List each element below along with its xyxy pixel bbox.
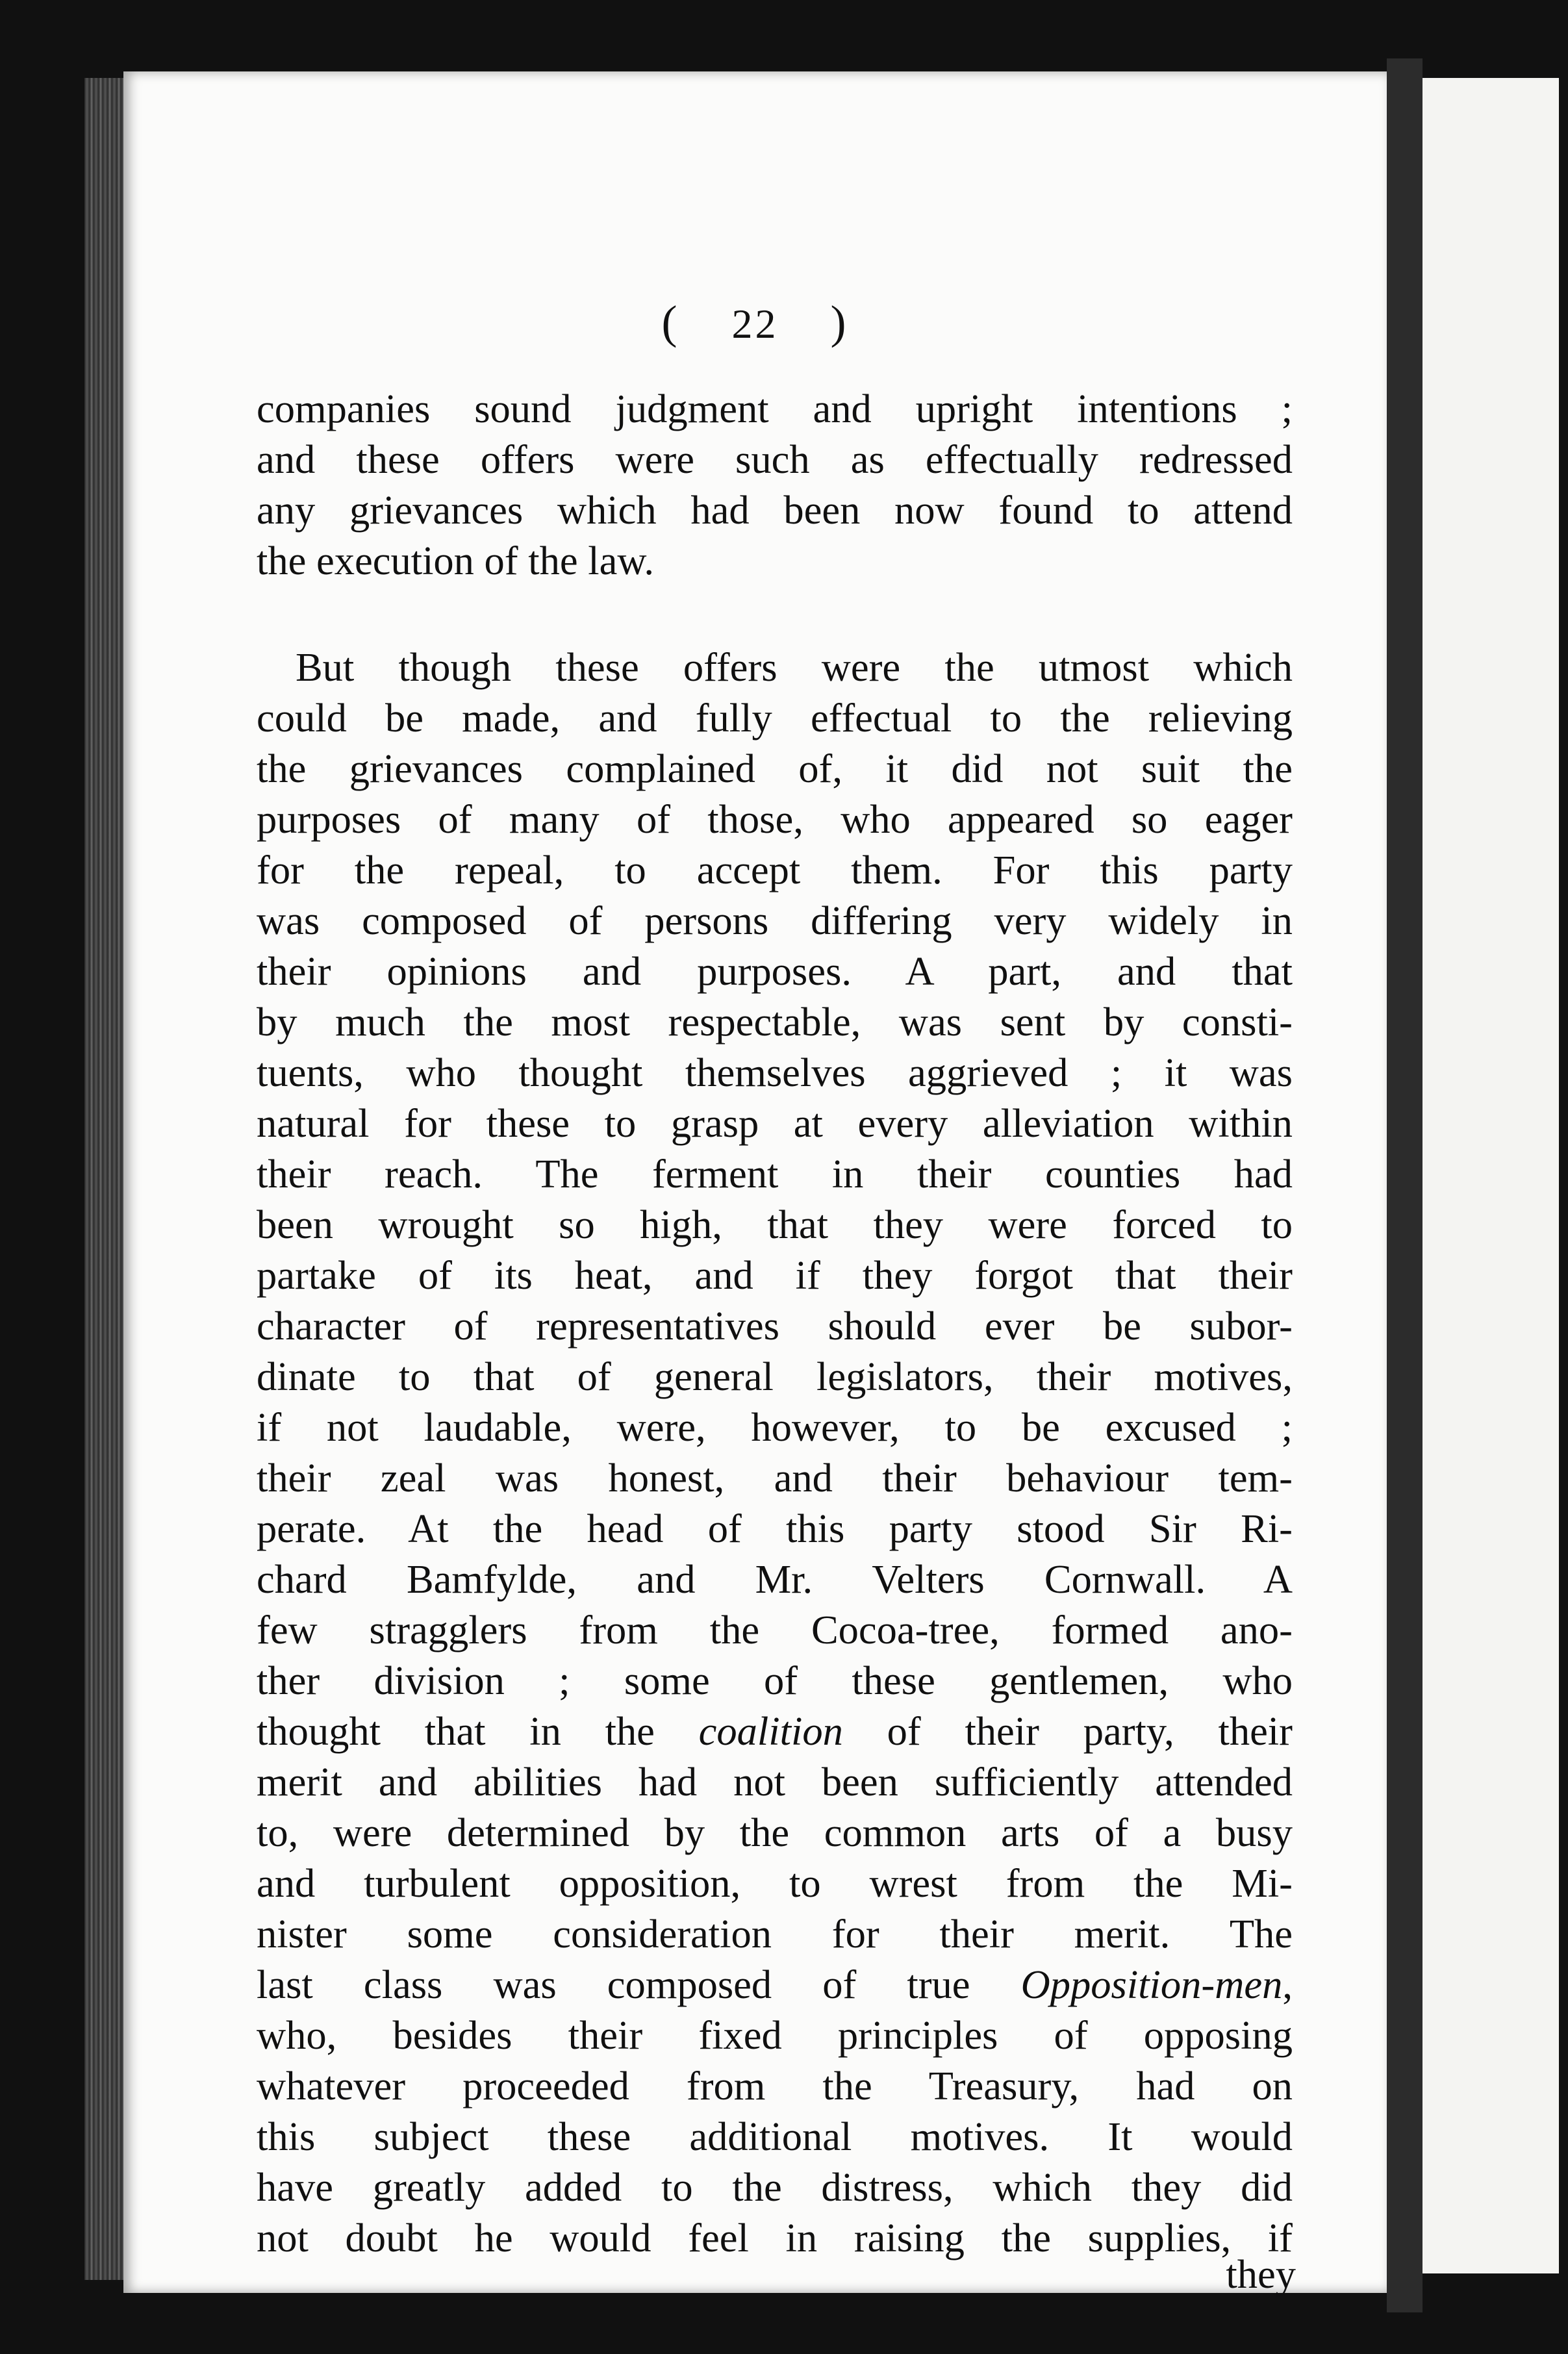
text-line: nister some consideration for their merit. The [257,1911,1293,1956]
text-line: been wrought so high, that they were forced to [257,1202,1293,1247]
text-run: , [1282,1962,1293,2007]
text-line: whatever proceeded from the Treasury, had on [257,2063,1293,2108]
text-run: of their party, their [842,1708,1293,1754]
text-line: partake of its heat, and if they forgot that their [257,1252,1293,1298]
text-line: the execution of the law. [257,538,655,583]
text-line: to, were determined by the common arts of a busy [257,1810,1293,1855]
text-line: was composed of persons differing very widely in [257,898,1293,943]
facing-page-edge [1423,78,1559,2273]
text-line: dinate to that of general legislators, their motives, [257,1354,1293,1399]
catchword: they [1226,2251,1296,2297]
text-line: have greatly added to the distress, which they did [257,2164,1293,2210]
text-line: this subject these additional motives. It would [257,2114,1293,2159]
text-line: and these offers were such as effectually redressed [257,437,1293,482]
paragraph-break [257,586,1293,642]
text-line: purposes of many of those, who appeared so eager [257,796,1293,842]
header-close-paren: ) [830,296,849,348]
text-line: the grievances complained of, it did not suit the [257,746,1293,791]
book-spine-shadow [1387,58,1423,2312]
text-line: perate. At the head of this party stood Sir Ri- [257,1506,1293,1551]
text-line: natural for these to grasp at every alleviation within [257,1100,1293,1146]
page-number-header [123,296,1387,349]
page-edge-stack [84,78,123,2280]
book-page [123,71,1387,2297]
text-line: by much the most respectable, was sent by consti- [257,999,1293,1044]
text-line: their reach. The ferment in their counties had [257,1151,1293,1196]
text-line: character of representatives should ever be subor- [257,1303,1293,1348]
text-run: last class was composed of true [257,1962,1021,2007]
text-line: merit and abilities had not been sufficiently attended [257,1759,1293,1804]
italic-word: coalition [698,1708,843,1754]
text-line: their opinions and purposes. A part, and that [257,948,1293,994]
text-line: if not laudable, were, however, to be excused ; [257,1404,1293,1450]
text-line: who, besides their fixed principles of opposing [257,2012,1293,2058]
text-line: companies sound judgment and upright intentions ; [257,386,1293,431]
text-line: their zeal was honest, and their behaviour tem- [257,1455,1293,1500]
text-line-with-italic [257,1706,1293,1756]
text-line: few stragglers from the Cocoa-tree, formed ano- [257,1607,1293,1652]
text-line: not doubt he would feel in raising the supplies, if [257,2215,1293,2260]
text-line: tuents, who thought themselves aggrieved ; it was [257,1050,1293,1095]
body-text [257,383,1293,2263]
text-line: and turbulent opposition, to wrest from the Mi- [257,1860,1293,1906]
text-line: any grievances which had been now found to attend [257,487,1293,533]
text-line-with-italic [257,1959,1293,2010]
text-line: But though these offers were the utmost which [296,644,1293,690]
text-run: thought that in the [257,1708,699,1754]
text-line: chard Bamfylde, and Mr. Velters Cornwall. A [257,1556,1293,1602]
text-line: ther division ; some of these gentlemen, who [257,1658,1293,1703]
text-line: could be made, and fully effectual to the relieving [257,695,1293,740]
italic-word: Opposition-men [1020,1962,1283,2007]
header-open-paren: ( [661,296,680,348]
page-number: 22 [731,301,779,347]
text-line: for the repeal, to accept them. For this party [257,847,1293,892]
